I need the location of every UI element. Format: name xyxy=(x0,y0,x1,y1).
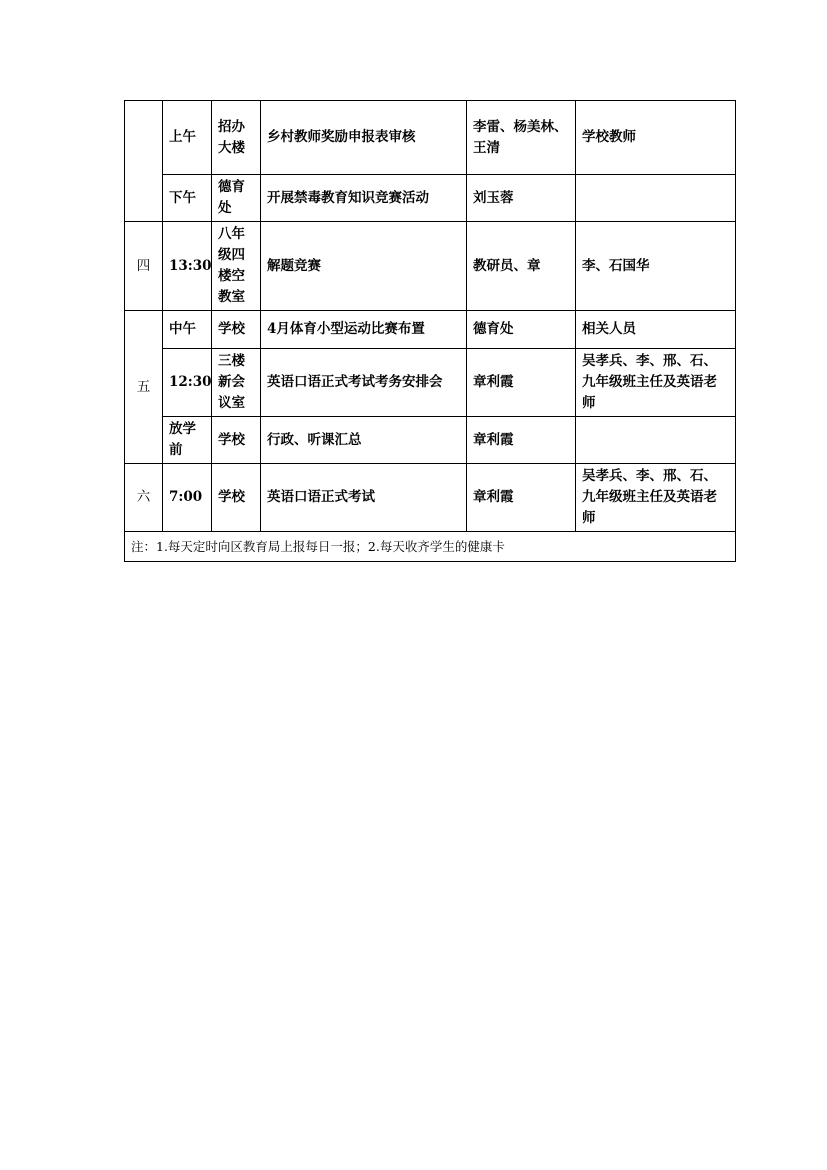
day-cell: 六 xyxy=(125,464,163,532)
people-cell: 吴孝兵、李、邢、石、九年级班主任及英语老师 xyxy=(576,349,736,417)
event-cell: 乡村教师奖励申报表审核 xyxy=(261,101,467,175)
day-cell xyxy=(125,101,163,222)
table-row xyxy=(125,101,736,175)
place-cell: 招办大楼 xyxy=(212,101,261,175)
event-cell: 英语口语正式考试 xyxy=(261,464,467,532)
time-cell: 7:00 xyxy=(163,464,212,532)
people-cell: 吴孝兵、李、邢、石、九年级班主任及英语老师 xyxy=(576,464,736,532)
place-cell: 学校 xyxy=(212,464,261,532)
event-cell: 英语口语正式考试考务安排会 xyxy=(261,349,467,417)
place-cell: 学校 xyxy=(212,311,261,349)
table-row xyxy=(125,175,736,222)
note-text: 注：1.每天定时向区教育局上报每日一报；2.每天收齐学生的健康卡 xyxy=(125,532,736,562)
people-cell xyxy=(576,175,736,222)
table-row xyxy=(125,311,736,349)
lead-cell: 李雷、杨美林、王清 xyxy=(467,101,576,175)
people-cell: 相关人员 xyxy=(576,311,736,349)
lead-cell: 章利霞 xyxy=(467,417,576,464)
time-cell: 上午 xyxy=(163,101,212,175)
event-cell: 开展禁毒教育知识竞赛活动 xyxy=(261,175,467,222)
day-cell: 五 xyxy=(125,311,163,464)
table-row xyxy=(125,464,736,532)
note-row xyxy=(125,532,736,562)
lead-cell: 刘玉蓉 xyxy=(467,175,576,222)
people-cell: 李、石国华 xyxy=(576,222,736,311)
table-row xyxy=(125,349,736,417)
table-row xyxy=(125,417,736,464)
day-cell: 四 xyxy=(125,222,163,311)
table-row xyxy=(125,222,736,311)
time-cell: 放学前 xyxy=(163,417,212,464)
schedule-table xyxy=(124,100,736,562)
people-cell xyxy=(576,417,736,464)
event-cell: 4月体育小型运动比赛布置 xyxy=(261,311,467,349)
place-cell: 三楼新会议室 xyxy=(212,349,261,417)
event-cell: 行政、听课汇总 xyxy=(261,417,467,464)
time-cell: 下午 xyxy=(163,175,212,222)
place-cell: 德育处 xyxy=(212,175,261,222)
people-cell: 学校教师 xyxy=(576,101,736,175)
lead-cell: 章利霞 xyxy=(467,349,576,417)
event-cell: 解题竞赛 xyxy=(261,222,467,311)
lead-cell: 德育处 xyxy=(467,311,576,349)
lead-cell: 章利霞 xyxy=(467,464,576,532)
time-cell: 12:30 xyxy=(163,349,212,417)
time-cell: 13:30 xyxy=(163,222,212,311)
place-cell: 八年级四楼空教室 xyxy=(212,222,261,311)
place-cell: 学校 xyxy=(212,417,261,464)
time-cell: 中午 xyxy=(163,311,212,349)
lead-cell: 教研员、章 xyxy=(467,222,576,311)
